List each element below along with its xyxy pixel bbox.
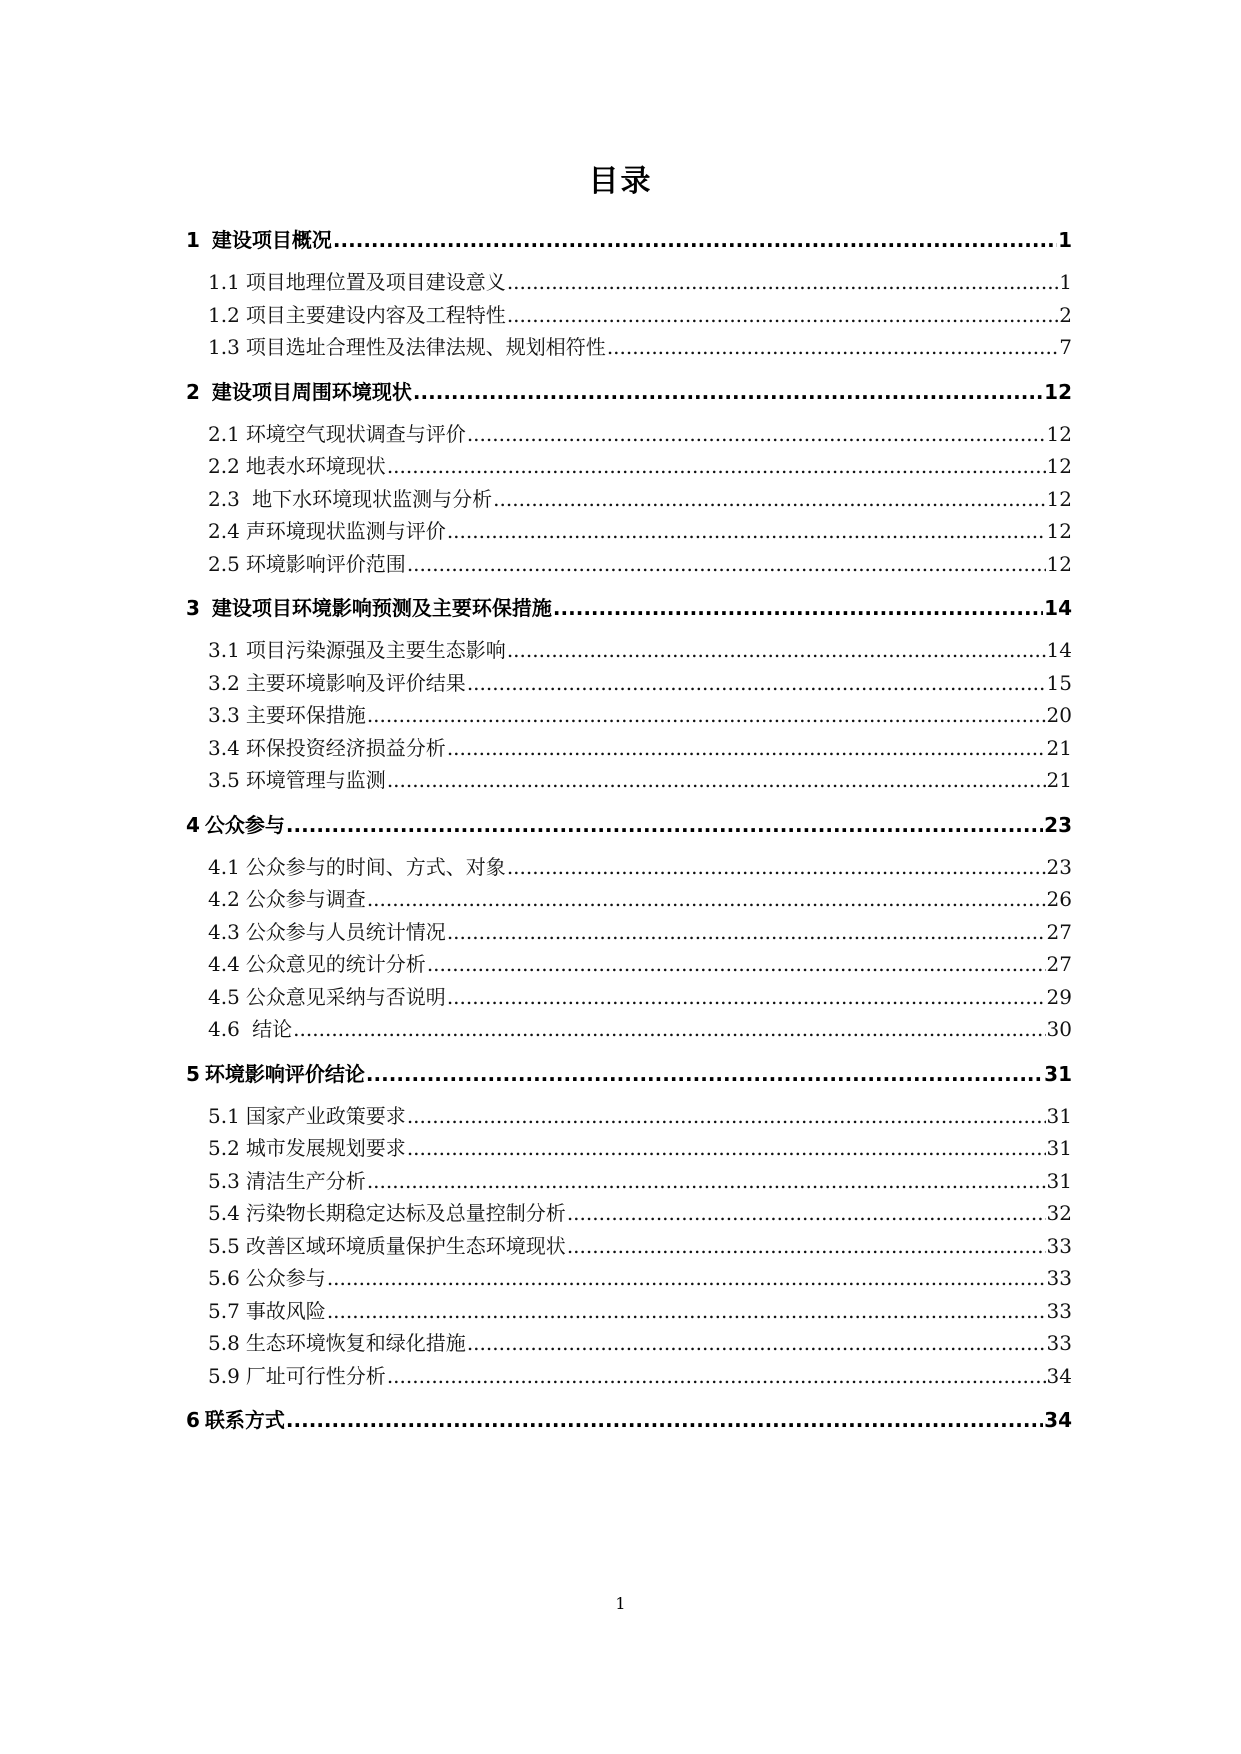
- toc-entry-number: 3.3: [208, 703, 240, 727]
- toc-entry-number: 4.4: [208, 952, 240, 976]
- toc-entry-number: 4.5: [208, 984, 240, 1009]
- toc-subsection-entry[interactable]: [186, 548, 1072, 581]
- toc-dot-leader: [467, 1327, 1046, 1360]
- toc-entry-title: 公众参与人员统计情况: [245, 919, 446, 944]
- toc-subsection-entry[interactable]: [186, 1132, 1072, 1165]
- toc-entry-number: 4.2: [208, 887, 240, 911]
- toc-section-entry[interactable]: [186, 1058, 1072, 1090]
- page-number: 1: [615, 1594, 626, 1613]
- toc-entry-page: 12: [1046, 454, 1072, 478]
- page-title: 目录: [588, 164, 653, 199]
- toc-dot-leader: [567, 1197, 1046, 1230]
- toc-entry-page: 12: [1046, 421, 1072, 446]
- toc-entry-title: 声环境现状监测与评价: [245, 519, 446, 543]
- toc-entry-title: 结论: [245, 1017, 293, 1041]
- toc-dot-leader: [327, 1262, 1046, 1295]
- toc-entry-title: 公众参与: [204, 812, 285, 837]
- toc-entry-number: 1.1: [208, 270, 240, 294]
- toc-entry-number: 2.4: [208, 519, 240, 543]
- toc-entry-page: 12: [1046, 519, 1072, 543]
- toc-subsection-entry[interactable]: [186, 483, 1072, 516]
- toc-dot-leader: [447, 732, 1046, 765]
- toc-entry-page: 12: [1046, 486, 1072, 511]
- toc-subsection-entry[interactable]: [186, 418, 1072, 451]
- toc-dot-leader: [507, 299, 1058, 332]
- toc-entry-page: 31: [1046, 1168, 1072, 1193]
- toc-entry-number: 5.9: [208, 1363, 240, 1388]
- toc-entry-title: 生态环境恢复和绿化措施: [245, 1331, 466, 1355]
- toc-entry-title: 公众意见的统计分析: [245, 952, 426, 976]
- toc-subsection-entry[interactable]: [186, 266, 1072, 299]
- toc-entry-number: 1: [186, 228, 200, 252]
- toc-subsection-entry[interactable]: [186, 732, 1072, 765]
- toc-subsection-entry[interactable]: [186, 1230, 1072, 1263]
- toc-dot-leader: [427, 948, 1046, 981]
- toc-entry-title: 建设项目概况: [211, 228, 332, 252]
- toc-entry-page: 15: [1046, 670, 1072, 695]
- toc-entry-title: 公众参与: [245, 1266, 326, 1290]
- toc-entry-number: 5.1: [208, 1103, 240, 1128]
- toc-entry-page: 34: [1044, 1408, 1072, 1432]
- toc-entry-title: 国家产业政策要求: [245, 1103, 406, 1128]
- toc-entry-title: 厂址可行性分析: [245, 1363, 386, 1388]
- toc-subsection-entry[interactable]: [186, 1262, 1072, 1295]
- toc-entry-title: 事故风险: [245, 1298, 326, 1323]
- toc-entry-title: 环境影响评价范围: [245, 551, 406, 576]
- toc-entry-number: 1.3: [208, 335, 240, 359]
- toc-subsection-entry[interactable]: [186, 981, 1072, 1014]
- toc-subsection-entry[interactable]: [186, 916, 1072, 949]
- toc-entry-page: 33: [1046, 1331, 1072, 1355]
- toc-subsection-entry[interactable]: [186, 331, 1072, 364]
- toc-entry-title: 项目主要建设内容及工程特性: [245, 302, 506, 327]
- toc-entry-page: 27: [1046, 919, 1072, 944]
- toc-entry-page: 1: [1059, 270, 1072, 294]
- toc-entry-number: 2.1: [208, 421, 240, 446]
- toc-entry-title: 公众参与调查: [245, 887, 366, 911]
- toc-entry-title: 建设项目环境影响预测及主要环保措施: [211, 596, 552, 620]
- toc-subsection-entry[interactable]: [186, 1295, 1072, 1328]
- toc-section-entry[interactable]: [186, 224, 1072, 256]
- toc-entry-title: 城市发展规划要求: [245, 1136, 406, 1160]
- toc-dot-leader: [467, 667, 1046, 700]
- toc-dot-leader: [607, 331, 1058, 364]
- toc-entry-title: 地表水环境现状: [245, 454, 386, 478]
- toc-dot-leader: [333, 224, 1057, 256]
- toc-entry-page: 14: [1044, 596, 1072, 620]
- toc-dot-leader: [507, 266, 1058, 299]
- toc-dot-leader: [447, 515, 1046, 548]
- toc-subsection-entry[interactable]: [186, 634, 1072, 667]
- toc-entry-page: 32: [1046, 1201, 1072, 1225]
- toc-section-entry[interactable]: [186, 1404, 1072, 1436]
- toc-dot-leader: [367, 1165, 1046, 1198]
- toc-subsection-entry[interactable]: [186, 299, 1072, 332]
- toc-entry-page: 33: [1046, 1266, 1072, 1290]
- toc-entry-title: 公众参与的时间、方式、对象: [245, 854, 506, 879]
- toc-subsection-entry[interactable]: [186, 764, 1072, 797]
- toc-dot-leader: [407, 548, 1046, 581]
- toc-subsection-entry[interactable]: [186, 1165, 1072, 1198]
- toc-entry-page: 20: [1046, 703, 1072, 727]
- toc-entry-number: 2.2: [208, 454, 240, 478]
- toc-dot-leader: [293, 1013, 1045, 1046]
- toc-entry-number: 2.5: [208, 551, 240, 576]
- toc-section-entry[interactable]: [186, 809, 1072, 841]
- toc-subsection-entry[interactable]: [186, 450, 1072, 483]
- toc-entry-title: 污染物长期稳定达标及总量控制分析: [245, 1201, 566, 1225]
- toc-dot-leader: [567, 1230, 1046, 1263]
- toc-entry-number: 5.8: [208, 1331, 240, 1355]
- toc-entry-number: 4.6: [208, 1017, 240, 1041]
- toc-entry-page: 21: [1046, 768, 1072, 792]
- toc-entry-page: 34: [1046, 1363, 1072, 1388]
- toc-dot-leader: [367, 883, 1046, 916]
- toc-entry-page: 33: [1046, 1233, 1072, 1258]
- toc-entry-page: 12: [1044, 379, 1072, 404]
- toc-subsection-entry[interactable]: [186, 667, 1072, 700]
- toc-entry-page: 33: [1046, 1298, 1072, 1323]
- toc-section-entry[interactable]: [186, 376, 1072, 408]
- toc-entry-page: 2: [1059, 302, 1072, 327]
- toc-entry-number: 5.5: [208, 1233, 240, 1258]
- toc-dot-leader: [447, 981, 1046, 1014]
- toc-subsection-entry[interactable]: [186, 1360, 1072, 1393]
- toc-entry-title: 地下水环境现状监测与分析: [245, 486, 493, 511]
- toc-entry-page: 7: [1059, 335, 1072, 359]
- toc-subsection-entry[interactable]: [186, 1327, 1072, 1360]
- toc-dot-leader: [387, 450, 1046, 483]
- toc-entry-number: 4.3: [208, 919, 240, 944]
- toc-entry-title: 环境影响评价结论: [204, 1061, 365, 1086]
- toc-entry-title: 项目选址合理性及法律法规、规划相符性: [245, 335, 606, 359]
- toc-entry-page: 12: [1046, 551, 1072, 576]
- toc-entry-number: 5.2: [208, 1136, 240, 1160]
- toc-subsection-entry[interactable]: [186, 948, 1072, 981]
- toc-dot-leader: [407, 1132, 1046, 1165]
- toc-entry-number: 3.1: [208, 638, 240, 662]
- toc-entry-number: 5.4: [208, 1201, 240, 1225]
- toc-entry-number: 2.3: [208, 486, 240, 511]
- toc-subsection-entry[interactable]: [186, 883, 1072, 916]
- toc-entry-title: 主要环境影响及评价结果: [245, 670, 466, 695]
- toc-dot-leader: [366, 1058, 1043, 1090]
- toc-entry-title: 环保投资经济损益分析: [245, 735, 446, 760]
- toc-entry-title: 建设项目周围环境现状: [211, 379, 412, 404]
- toc-entry-page: 21: [1046, 735, 1072, 760]
- toc-entry-title: 项目地理位置及项目建设意义: [245, 270, 506, 294]
- toc-entry-number: 6: [186, 1408, 200, 1432]
- toc-dot-leader: [407, 1100, 1046, 1133]
- toc-entry-number: 5.7: [208, 1298, 240, 1323]
- toc-dot-leader: [286, 809, 1043, 841]
- toc-dot-leader: [413, 376, 1043, 408]
- toc-dot-leader: [507, 634, 1046, 667]
- toc-entry-title: 公众意见采纳与否说明: [245, 984, 446, 1009]
- toc-dot-leader: [387, 1360, 1046, 1393]
- toc-subsection-entry[interactable]: [186, 1197, 1072, 1230]
- toc-dot-leader: [327, 1295, 1046, 1328]
- toc-dot-leader: [507, 851, 1046, 884]
- toc-dot-leader: [493, 483, 1045, 516]
- toc-subsection-entry[interactable]: [186, 699, 1072, 732]
- toc-dot-leader: [367, 699, 1046, 732]
- toc-entry-title: 环境空气现状调查与评价: [245, 421, 466, 446]
- toc-subsection-entry[interactable]: [186, 1013, 1072, 1046]
- toc-entry-title: 改善区域环境质量保护生态环境现状: [245, 1233, 566, 1258]
- toc-entry-number: 3.4: [208, 735, 240, 760]
- toc-entry-page: 14: [1046, 638, 1072, 662]
- toc-entry-number: 5: [186, 1061, 200, 1086]
- toc-dot-leader: [286, 1404, 1043, 1436]
- toc-entry-title: 项目污染源强及主要生态影响: [245, 638, 506, 662]
- toc-entry-page: 31: [1046, 1136, 1072, 1160]
- toc-dot-leader: [447, 916, 1046, 949]
- toc-entry-title: 联系方式: [204, 1408, 285, 1432]
- toc-entry-number: 5.6: [208, 1266, 240, 1290]
- toc-entry-page: 23: [1044, 812, 1072, 837]
- toc-entry-number: 5.3: [208, 1168, 240, 1193]
- table-of-contents: [186, 224, 1072, 1436]
- toc-entry-page: 27: [1046, 952, 1072, 976]
- toc-entry-number: 3: [186, 596, 200, 620]
- toc-entry-number: 3.2: [208, 670, 240, 695]
- toc-subsection-entry[interactable]: [186, 515, 1072, 548]
- toc-entry-page: 31: [1046, 1103, 1072, 1128]
- toc-dot-leader: [467, 418, 1046, 451]
- toc-entry-title: 主要环保措施: [245, 703, 366, 727]
- toc-dot-leader: [387, 764, 1046, 797]
- toc-entry-number: 4.1: [208, 854, 240, 879]
- toc-entry-title: 环境管理与监测: [245, 768, 386, 792]
- toc-entry-page: 1: [1058, 228, 1072, 252]
- toc-entry-page: 30: [1046, 1017, 1072, 1041]
- toc-entry-page: 26: [1046, 887, 1072, 911]
- toc-entry-page: 31: [1044, 1061, 1072, 1086]
- toc-entry-number: 2: [186, 379, 200, 404]
- toc-entry-number: 1.2: [208, 302, 240, 327]
- toc-subsection-entry[interactable]: [186, 1100, 1072, 1133]
- toc-section-entry[interactable]: [186, 592, 1072, 624]
- toc-subsection-entry[interactable]: [186, 851, 1072, 884]
- toc-entry-page: 29: [1046, 984, 1072, 1009]
- toc-entry-title: 清洁生产分析: [245, 1168, 366, 1193]
- toc-dot-leader: [553, 592, 1043, 624]
- toc-entry-page: 23: [1046, 854, 1072, 879]
- toc-entry-number: 4: [186, 812, 200, 837]
- toc-entry-number: 3.5: [208, 768, 240, 792]
